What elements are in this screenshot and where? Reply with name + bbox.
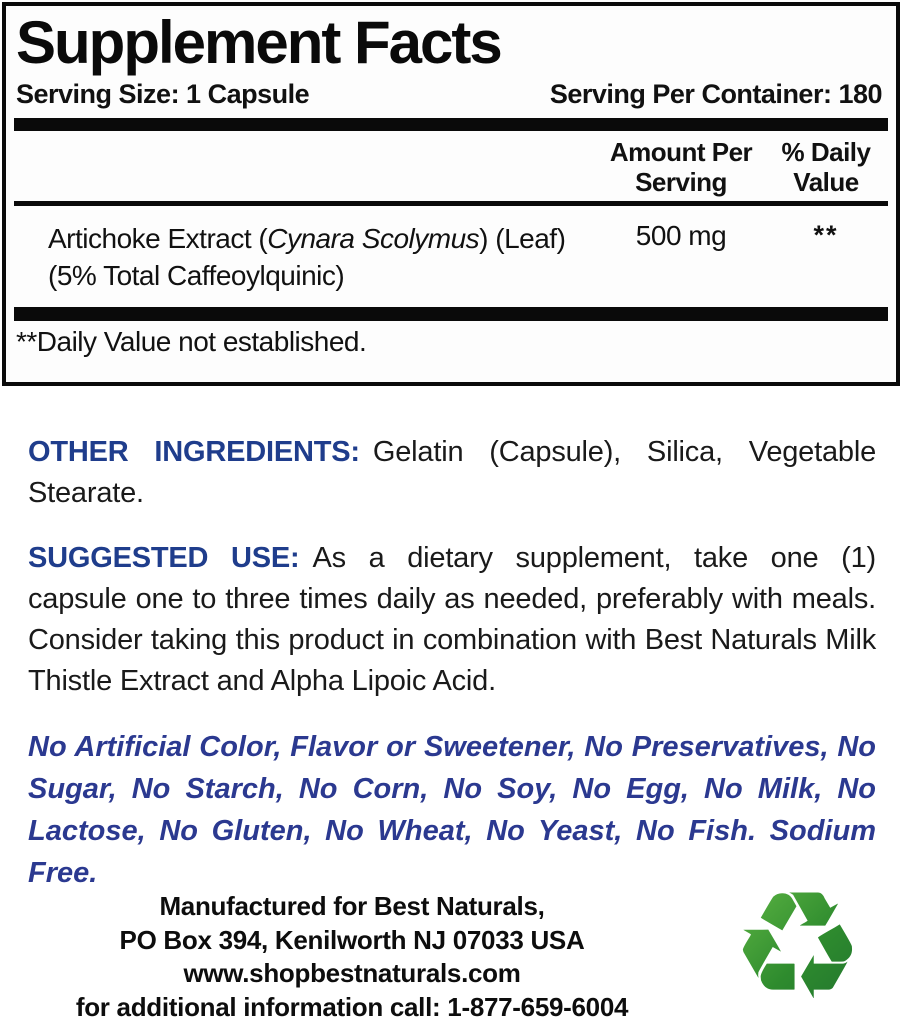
ingredient-daily-value: ** — [813, 220, 839, 251]
ingredient-amount: 500 mg — [635, 220, 727, 252]
ingredient-name-part2: ) (Leaf) — [479, 223, 566, 255]
daily-value-header — [766, 137, 886, 197]
ingredient-botanical-name: Cynara Scolymus — [267, 223, 480, 255]
thick-divider-top — [14, 118, 888, 131]
recycle-icon: ♻ — [710, 872, 885, 1022]
footer-website: www.shopbestnaturals.com — [183, 958, 521, 988]
amount-header-line1: Amount Per — [609, 137, 753, 168]
serving-size: Serving Size: 1 Capsule — [16, 79, 310, 110]
suggested-use-text: As a dietary supplement, take one (1) capsule one to three times daily as needed, preferably with meals. Consider taking this product in combination with Best Naturals Milk Thistle Extract and Alpha Lipoic Acid. — [28, 542, 876, 697]
footer-phone-line: for additional information call: 1-877-659-6004 — [75, 991, 629, 1022]
amount-per-serving-header — [596, 137, 766, 197]
supplement-facts-title: Supplement Facts — [16, 9, 501, 76]
ingredient-name — [48, 220, 596, 294]
other-ingredients-label: OTHER INGREDIENTS: — [28, 436, 360, 468]
manufacturer-footer — [22, 890, 682, 1024]
footer-manufacturer-line: Manufactured for Best Naturals, — [159, 891, 545, 921]
other-ingredients-paragraph — [28, 432, 876, 514]
ingredient-row — [6, 206, 896, 294]
dv-header-line2: Value — [793, 167, 859, 198]
footer-address-line: PO Box 394, Kenilworth NJ 07033 USA — [119, 924, 585, 955]
dv-header-line1: % Daily — [781, 137, 871, 168]
other-ingredients-text: Gelatin (Capsule), Silica, Vegetable Stearate. — [28, 436, 876, 509]
serving-row — [6, 73, 896, 110]
ingredient-name-line2: (5% Total Caffeoylquinic) — [48, 260, 345, 292]
ingredient-name-part1: Artichoke Extract ( — [48, 223, 268, 255]
supplement-facts-panel — [2, 2, 900, 386]
suggested-use-label: SUGGESTED USE: — [28, 542, 300, 574]
serving-per-container: Serving Per Container: 180 — [549, 79, 882, 110]
thick-divider-bottom — [14, 307, 888, 321]
suggested-use-paragraph — [28, 538, 876, 702]
daily-value-footnote: **Daily Value not established. — [16, 326, 367, 358]
column-headers-row — [6, 131, 896, 197]
claims-paragraph: No Artificial Color, Flavor or Sweetener, No Preservatives, No Sugar, No Starch, No Corn, No Soy, No Egg, No Milk, No Lactose, No Gluten, No Wheat, No Yeast, No Fish. Sodium Free. — [28, 731, 876, 889]
amount-header-line2: Serving — [635, 167, 727, 198]
